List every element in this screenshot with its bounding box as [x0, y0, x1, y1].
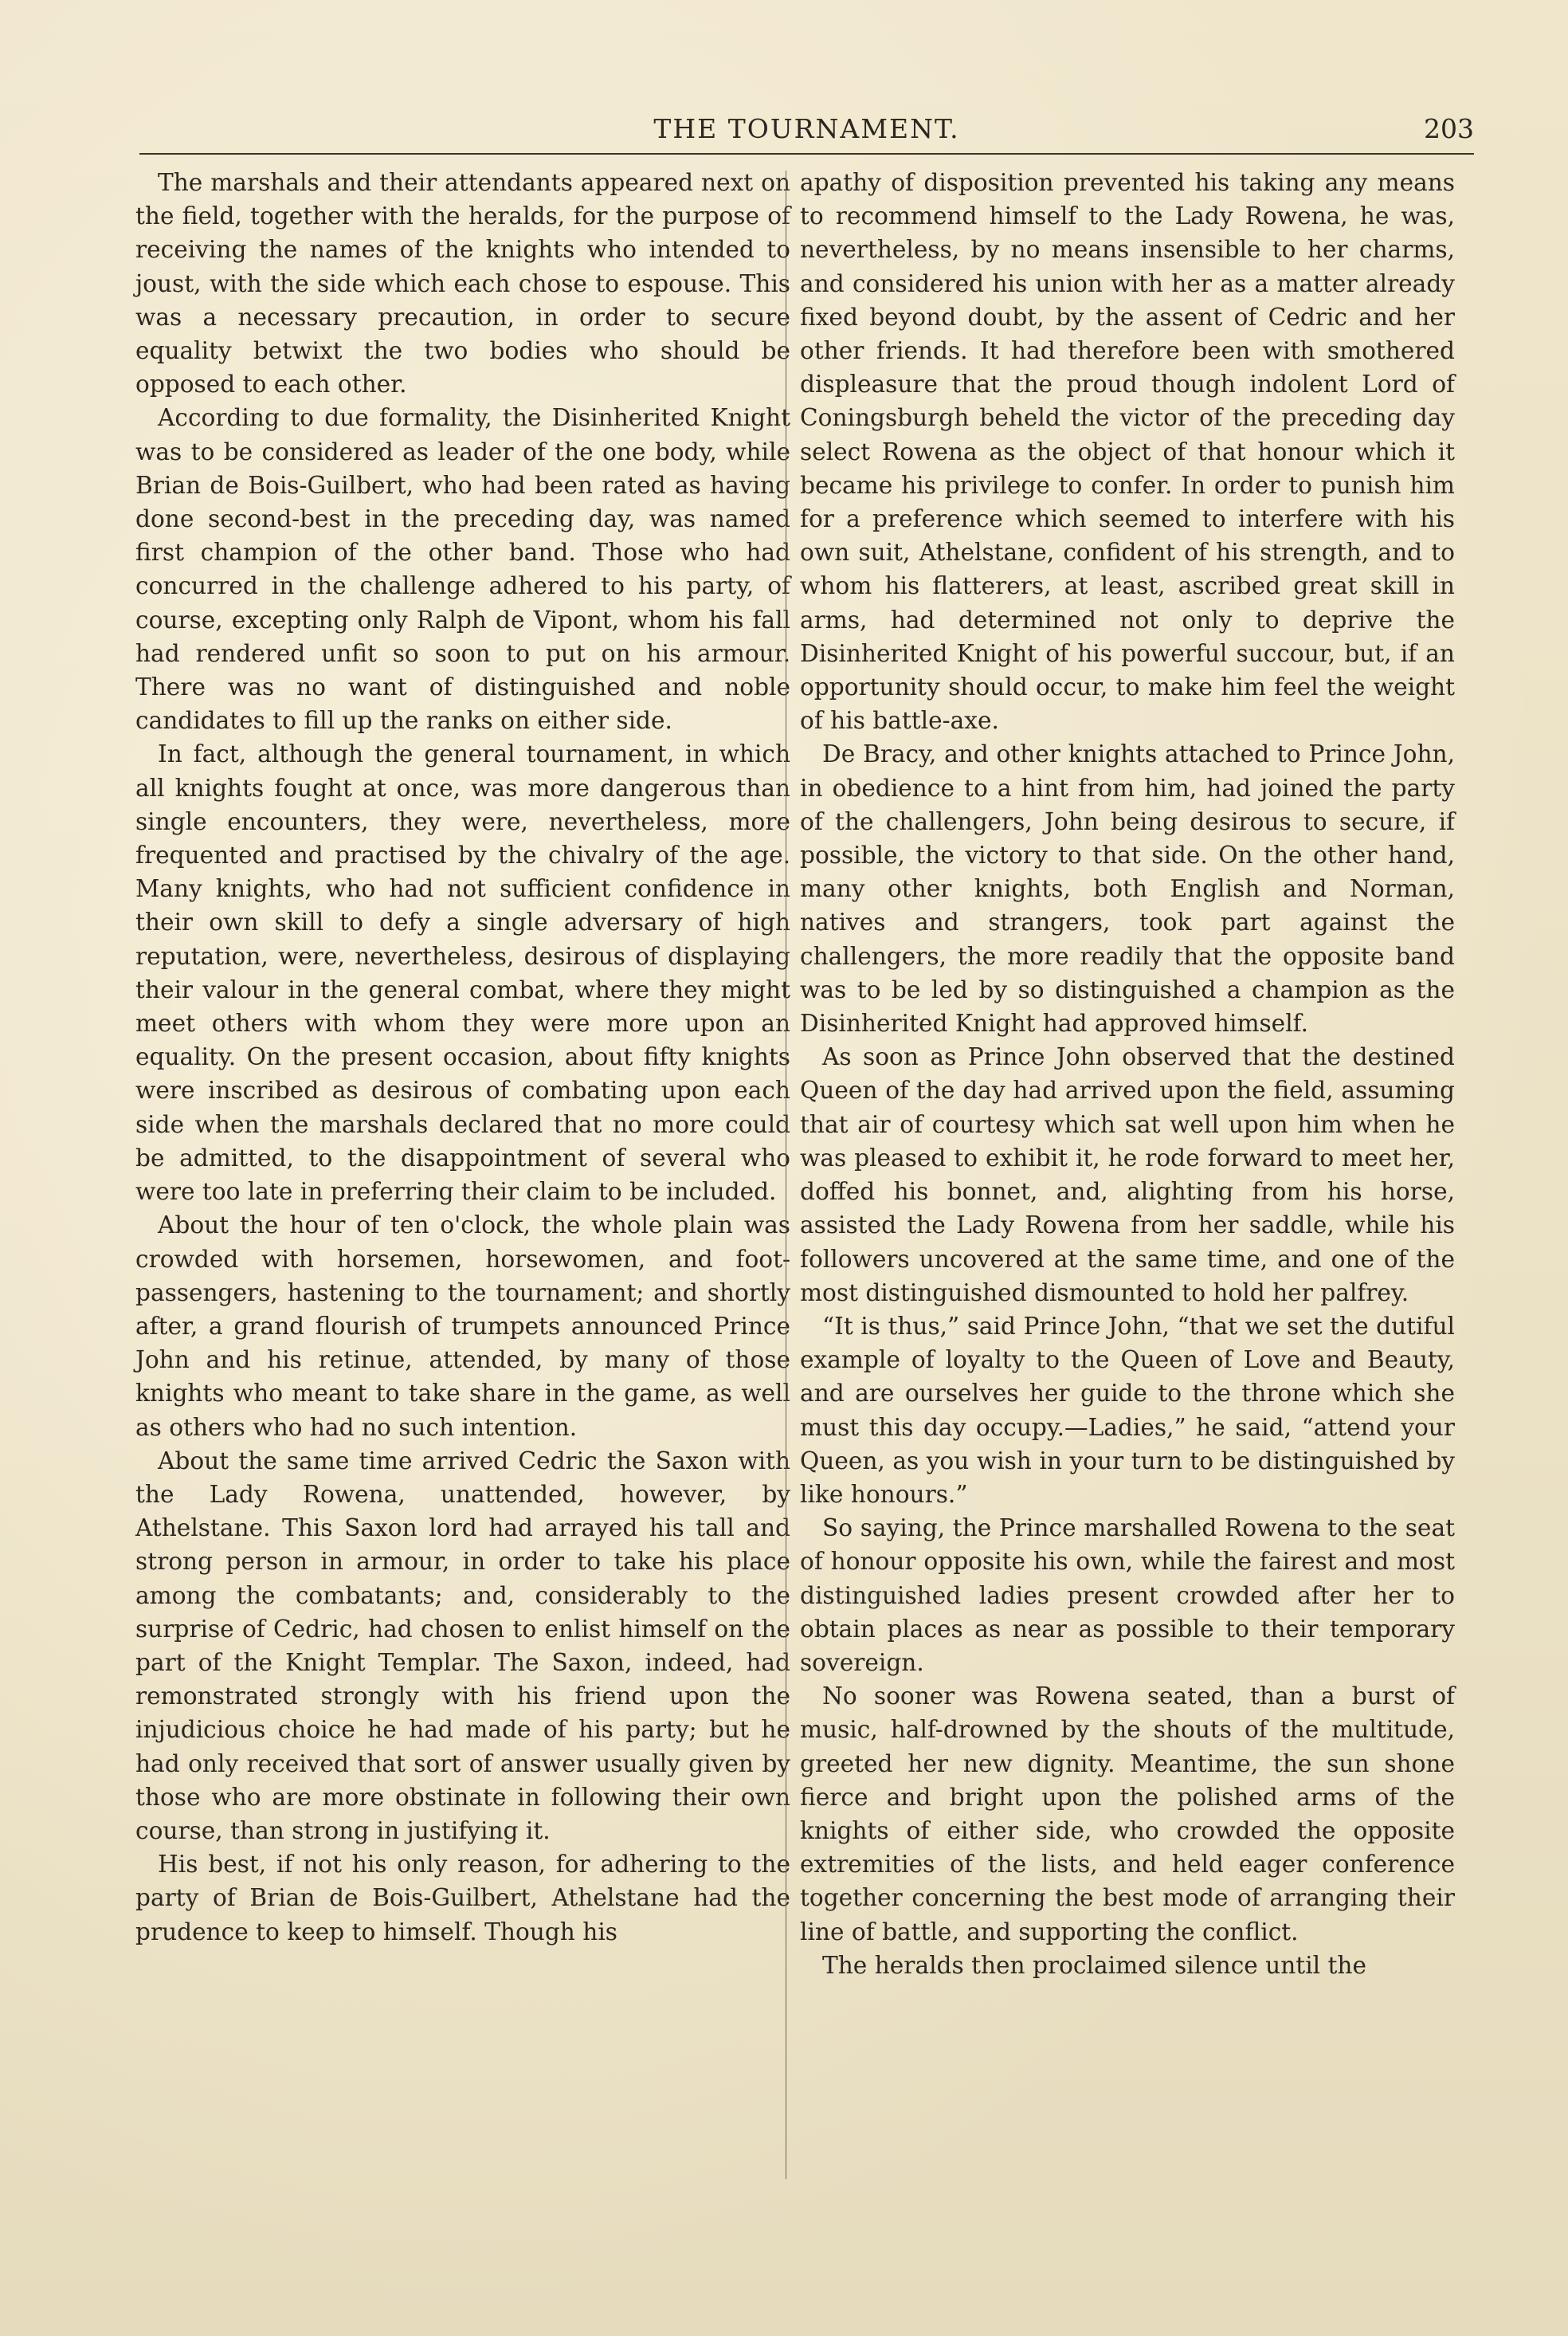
- page-header: [139, 112, 1474, 150]
- left-column: [135, 166, 790, 1949]
- paragraph: The marshals and their attendants appeared next on the field, together with the heralds, for the purpose of receiving the names of the knights who intended to joust, with the side which each chose to espouse. This was a necessary precaution, in order to secure equality betwixt the two bodies who should be opposed to each other.: [135, 169, 790, 398]
- paragraph: So saying, the Prince marshalled Rowena to the seat of honour opposite his own, while the fairest and most distinguished ladies present crowded after her to obtain places as near as possible to their temporary sovereign.: [800, 1514, 1455, 1676]
- header-rule: [139, 153, 1474, 155]
- page-number: 203: [1424, 113, 1474, 144]
- paragraph: De Bracy, and other knights attached to Prince John, in obedience to a hint from him, had joined the party of the challengers, John being desirous to secure, if possible, the victory to that side. On the other hand, many other knights, both English and Norman, natives and strangers, took part against the challengers, the more readily that the opposite band was to be led by so distinguished a champion as the Disinherited Knight had approved himself.: [800, 740, 1455, 1038]
- paragraph: “It is thus,” said Prince John, “that we set the dutiful example of loyalty to the Queen of Love and Beauty, and are ourselves her guide to the throne which she must this day occupy.—Ladies,” he said, “attend your Queen, as you wish in your turn to be distinguished by like honours.”: [800, 1312, 1455, 1508]
- paragraph: In fact, although the general tournament, in which all knights fought at once, was more dangerous than single encounters, they were, nevertheless, more frequented and practised by the chivalry of the age. Many knights, who had not sufficient confidence in their own skill to defy a single adversary of high reputation, were, nevertheless, desirous of displaying their valour in the general combat, where they might meet others with whom they were more upon an equality. On the present occasion, about fifty knights were inscribed as desirous of combating upon each side when the marshals declared that no more could be admitted, to the disappointment of several who were too late in preferring their claim to be included.: [135, 740, 790, 1206]
- paragraph: According to due formality, the Disinherited Knight was to be considered as leader of the one body, while Brian de Bois-Guilbert, who had been rated as having done second-best in the preceding day, was named first champion of the other band. Those who had concurred in the challenge adhered to his party, of course, excepting only Ralph de Vipont, whom his fall had rendered unfit so soon to put on his armour. There was no want of distinguished and noble candidates to fill up the ranks on either side.: [135, 404, 790, 735]
- paragraph-continued: apathy of disposition prevented his taking any means to recommend himself to the Lady Rowena, he was, nevertheless, by no means insensible to her charms, and considered his union with her as a matter already fixed beyond doubt, by the assent of Cedric and her other friends. It had therefore been with smothered displeasure that the proud though indolent Lord of Coningsburgh beheld the victor of the preceding day select Rowena as the object of that honour which it became his privilege to confer. In order to punish him for a preference which seemed to interfere with his own suit, Athelstane, confident of his strength, and to whom his flatterers, at least, ascribed great skill in arms, had determined not only to deprive the Disinherited Knight of his powerful succour, but, if an opportunity should occur, to make him feel the weight of his battle-axe.: [800, 169, 1455, 735]
- right-column: [800, 166, 1455, 1982]
- paragraph: About the hour of ten o'clock, the whole plain was crowded with horsemen, horsewomen, and foot-passengers, hastening to the tournament; and shortly after, a grand flourish of trumpets announced Prince John and his retinue, attended, by many of those knights who meant to take share in the game, as well as others who had no such intention.: [135, 1211, 790, 1441]
- running-title: THE TOURNAMENT.: [653, 113, 960, 144]
- paragraph: About the same time arrived Cedric the Saxon with the Lady Rowena, unattended, however, by Athelstane. This Saxon lord had arrayed his tall and strong person in armour, in order to take his place among the combatants; and, considerably to the surprise of Cedric, had chosen to enlist himself on the part of the Knight Templar. The Saxon, indeed, had remonstrated strongly with his friend upon the injudicious choice he had made of his party; but he had only received that sort of answer usually given by those who are more obstinate in following their own course, than strong in justifying it.: [135, 1447, 790, 1844]
- paragraph: As soon as Prince John observed that the destined Queen of the day had arrived upon the field, assuming that air of courtesy which sat well upon him when he was pleased to exhibit it, he rode forward to meet her, doffed his bonnet, and, alighting from his horse, assisted the Lady Rowena from her saddle, while his followers uncovered at the same time, and one of the most distinguished dismounted to hold her palfrey.: [800, 1043, 1455, 1306]
- paragraph: The heralds then proclaimed silence until the: [822, 1951, 1366, 1979]
- paragraph: No sooner was Rowena seated, than a burst of music, half-drowned by the shouts of the multitude, greeted her new dignity. Meantime, the sun shone fierce and bright upon the polished arms of the knights of either side, who crowded the opposite extremities of the lists, and held eager conference together concerning the best mode of arranging their line of battle, and supporting the conflict.: [800, 1682, 1455, 1945]
- paragraph: His best, if not his only reason, for adhering to the party of Brian de Bois-Guilbert, Athelstane had the prudence to keep to himself. Though his: [135, 1851, 790, 1945]
